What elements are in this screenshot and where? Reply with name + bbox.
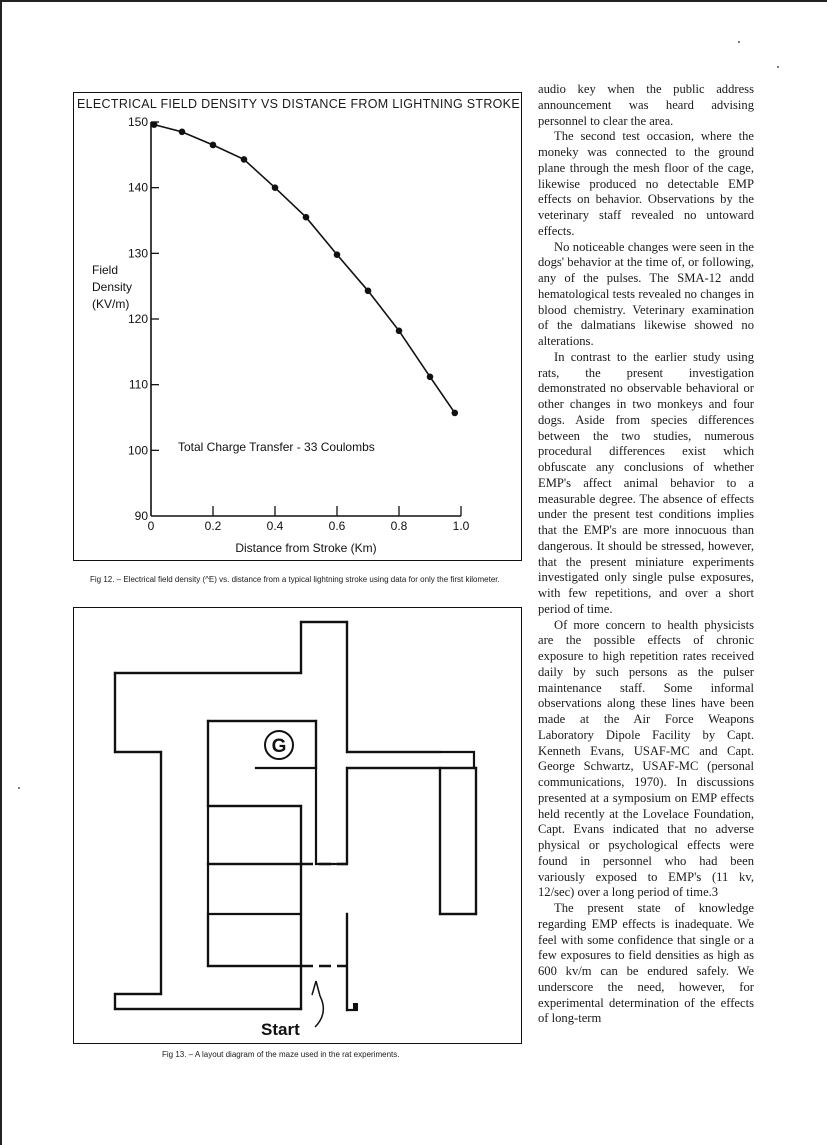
- paragraph: The second test occasion, where the moneky was connected to the ground plane through the mesh floor of the cage, likewise produced no detectable EMP effects on behavior. Observations by the veterinary staff revealed no untoward effects.: [538, 129, 754, 238]
- data-point: [365, 287, 372, 294]
- x-tick-label: 0.4: [266, 519, 284, 533]
- y-tick-label: 100: [127, 443, 148, 458]
- maze-walls: [115, 622, 476, 1010]
- page-edge-top: [0, 0, 827, 2]
- series-line: [154, 125, 455, 413]
- y-tick-label: 130: [127, 246, 148, 261]
- y-tick-label: 90: [134, 509, 148, 523]
- paragraph: No noticeable changes were seen in the dogs' behavior at the time of, or following, any of the pulses. The SMA-12 andd hematological tests revealed no changes in blood chemistry. Veterinary examination of the dalmatians likewise showed no alterations.: [538, 239, 754, 348]
- y-tick-label: 120: [127, 312, 148, 326]
- body-text-column: [538, 82, 754, 1027]
- y-axis-label: Density: [92, 280, 133, 294]
- paragraph: Of more concern to health physicists are the possible effects of chronic exposure to high repetition rates received daily by such persons as the pulser maintenance staff. Some informal observations along these lines have been made at the Air Force Weapons Laboratory Dipole Facility by Capt. Kenneth Evans, USAF-MC and Capt. George Schwartz, USAF-MC (personal communications, 1970). In discussions presented at a symposium on EMP effects held recently at the Lovelace Foundation, Capt. Evans indicated that no adverse physical or psychological effects were found in personnel who had been variously exposed to EMP's (11 kv, 12/sec) over a long period of time.3: [538, 617, 754, 900]
- x-tick-label: 0.8: [390, 519, 408, 533]
- x-tick-label: 0.2: [204, 519, 222, 533]
- chart-annotation: Total Charge Transfer - 33 Coulombs: [178, 440, 375, 454]
- paragraph: audio key when the public address announcement was heard advising personnel to clear the area.: [538, 82, 754, 128]
- data-point: [151, 121, 158, 128]
- paragraph: The present state of knowledge regarding EMP effects is inadequate. We feel with some confidence that single or a few exposures to field densities as high as 600 kv/m can be endured safely. We underscore the need, however, for experimental determination of the effects of long-term: [538, 901, 754, 1026]
- figure-12-caption: Fig 12. – Electrical field density (^E) vs. distance from a typical lightning stroke using data for only the first kilometer.: [90, 575, 500, 584]
- page-edge-left: [0, 0, 2, 1145]
- x-tick-label: 1.0: [452, 519, 470, 533]
- figure-13-caption: Fig 13. – A layout diagram of the maze used in the rat experiments.: [162, 1050, 400, 1059]
- data-point: [452, 410, 459, 417]
- data-point: [303, 214, 310, 221]
- goal-marker: [265, 731, 293, 759]
- y-axis-label: Field: [92, 263, 119, 277]
- y-tick-label: 110: [128, 377, 148, 392]
- chart-title: ELECTRICAL FIELD DENSITY VS DISTANCE FROM LIGHTNING STROKE: [77, 97, 520, 111]
- goal-label: G: [271, 736, 287, 757]
- maze-doors: [301, 864, 347, 966]
- start-arrow: [312, 981, 323, 1027]
- data-point: [427, 373, 434, 380]
- x-tick-label: 0: [147, 519, 155, 533]
- chart-plot: [74, 93, 523, 562]
- data-point: [210, 142, 217, 149]
- data-point: [179, 129, 186, 136]
- maze-diagram: [74, 608, 523, 1045]
- data-point: [241, 156, 248, 163]
- figure-13-maze: [73, 607, 522, 1044]
- start-label: Start: [261, 1020, 300, 1039]
- maze-outer-wall: [115, 622, 476, 1010]
- x-axis-label: Distance from Stroke (Km): [235, 541, 377, 555]
- data-point: [396, 328, 403, 335]
- data-point: [272, 184, 279, 191]
- x-tick-label: 0.6: [328, 519, 346, 533]
- y-axis-label: (KV/m): [92, 297, 130, 311]
- y-tick-label: 140: [127, 180, 148, 195]
- data-point: [334, 251, 341, 258]
- figure-12-chart: [73, 92, 522, 561]
- y-tick-label: 150: [127, 115, 148, 129]
- paragraph: In contrast to the earlier study using rats, the present investigation demonstrated no observable behavioral or other changes in two monkeys and four dogs. Aside from species differences between the two studies, numerous procedural differences exist which obfuscate any conclusions of whether EMP's affect animal behavior to a measurable degree. The absence of effects under the present test conditions implies that the EMP's are more innocuous than dangerous. It should be stressed, however, that the present miniature experiments investigated only single pulse exposures, with few repetitions, and over a short period of time.: [538, 349, 754, 616]
- start-gate-marker: [353, 1003, 358, 1011]
